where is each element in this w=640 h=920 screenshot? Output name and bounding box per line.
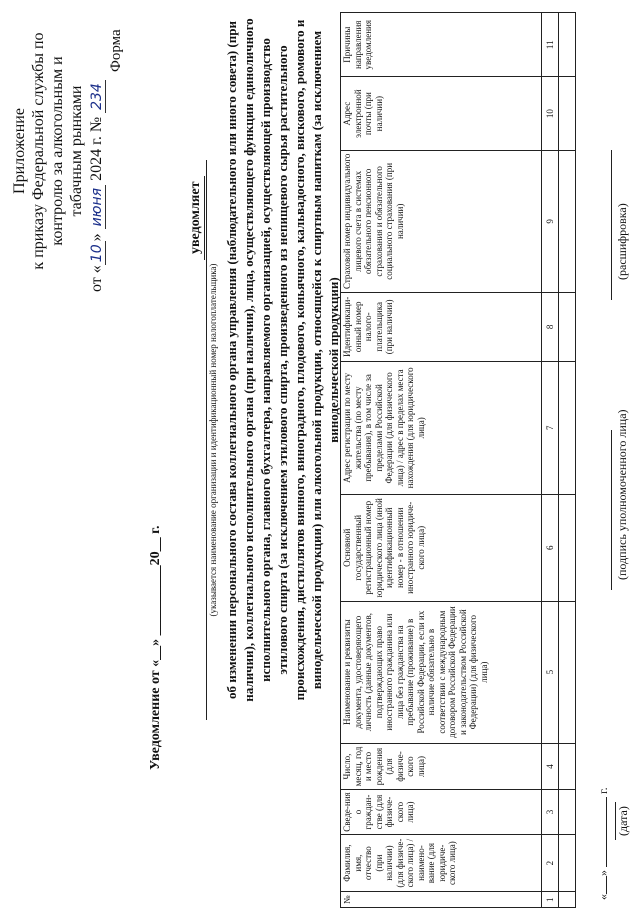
form-label: Форма <box>108 29 124 72</box>
table-cell[interactable] <box>559 13 576 77</box>
table-cell[interactable] <box>559 834 576 892</box>
order-mid: » <box>88 233 105 242</box>
date-close-quote: » <box>596 870 610 876</box>
column-number: 6 <box>542 494 559 601</box>
column-number: 2 <box>542 834 559 892</box>
table-number-row <box>542 13 559 908</box>
table-cell[interactable] <box>559 494 576 601</box>
table-cell[interactable] <box>559 150 576 292</box>
decoding-line[interactable] <box>610 150 612 300</box>
col-header-email: Адрес электронной почты (при наличии) <box>341 77 542 150</box>
subject-line: наличии), коллегиального исполнительного органа (при наличии), лица, осуществляющего функции единоличного <box>241 18 256 702</box>
subject-line: об изменении персонального состава коллегиального органа управления (наблюдательного или иного совета) (при <box>224 21 239 699</box>
column-number: 9 <box>542 150 559 292</box>
appendix-title: Приложение <box>11 108 28 194</box>
date-month-blank[interactable] <box>606 797 607 867</box>
order-number-prefix: г. № <box>88 116 105 145</box>
col-header-inn: Идентификаци-онный номер налого-плательщика (при наличии) <box>341 292 542 361</box>
subject-line: происхождения, дистиллятов винного, виноградного, плодового, коньячного, кальвадосного, вискового, ромового и <box>292 19 307 701</box>
date-caption: (дата) <box>615 802 631 840</box>
decoding-caption: (расшифровка) <box>615 203 629 280</box>
column-number: 8 <box>542 292 559 361</box>
appendix-line: контролю за алкогольным и <box>49 56 66 246</box>
column-number: 10 <box>542 77 559 150</box>
table-cell[interactable] <box>559 601 576 743</box>
table-cell[interactable] <box>559 743 576 790</box>
order-prefix: от « <box>88 265 105 292</box>
col-header-name: Фамилия, имя, отчество (при наличии) (для физиче-ского лица) / наимено-вание (для юридиче-ского лица) <box>341 834 542 892</box>
organization-caption: (указывается наименование организации и идентификационный номер налогоплательщика) <box>206 160 218 720</box>
column-number: 1 <box>542 892 559 908</box>
col-header-snils: Страховой номер индивидуального лицевого счета в системах обязательного пенсионного страхования и обязательного социального страхования (при наличии) <box>341 150 542 292</box>
order-reference <box>88 8 106 292</box>
signature-line[interactable] <box>610 430 612 590</box>
order-day: 10 <box>89 241 106 265</box>
table-cell[interactable] <box>559 790 576 834</box>
table-cell[interactable] <box>559 892 576 908</box>
column-number: 11 <box>542 13 559 77</box>
table-cell[interactable] <box>559 361 576 494</box>
notice-heading: Уведомление от «__» __________20__ г. <box>148 525 163 770</box>
col-header-citizenship: Сведе-ния о граждан-стве (для физиче-ского лица) <box>341 790 542 834</box>
table-cell[interactable] <box>559 77 576 150</box>
subject-line: винодельческой продукции) <box>326 277 341 443</box>
date-day-blank[interactable] <box>606 876 607 894</box>
col-header-identity-document: Наименование и реквизиты документа, удостоверяющего личность (данные документов, подтверждающих право иностранного гражданина или лица без гражданства на пребывание (проживание) в Российской Федерации, если их наличие обязательно в соответствии с международным договором Российской Федерации и законодательством Российской Федерации) (для физического лица) <box>341 601 542 743</box>
col-header-ogrn: Основной государственный регистрационный номер юридического лица (иной идентификационный номер - в отношении иностранного юридиче-ского лица) <box>341 494 542 601</box>
col-header-birth: Число, месяц, год и место рождения (для физиче-ского лица) <box>341 743 542 790</box>
subject-line: винодельческой продукции) или алкогольной продукции, относящейся к спиртным напиткам (за исключением <box>309 30 324 690</box>
date-suffix: г. <box>596 787 610 794</box>
order-number: 234 <box>89 80 106 113</box>
subject-line: исполнительного органа, главного бухгалтера, направляемого организацией, осуществляющей производство <box>258 38 273 682</box>
notice-table <box>340 12 576 908</box>
order-year: 2024 <box>88 148 105 181</box>
col-header-number: № <box>341 892 542 908</box>
table-cell[interactable] <box>559 292 576 361</box>
column-number: 5 <box>542 601 559 743</box>
notifies-word: уведомляет <box>188 176 205 260</box>
date-field <box>596 787 611 900</box>
appendix-block <box>10 6 86 296</box>
subject-line: этилового спирта (за исключением этилового спирта, произведенного из непищевого сырья растительного <box>275 45 290 675</box>
table-row <box>559 13 576 908</box>
date-open-quote: « <box>596 894 610 900</box>
column-number: 3 <box>542 790 559 834</box>
appendix-line: к приказу Федеральной службы по <box>30 32 47 270</box>
order-month: июня <box>89 185 106 229</box>
table-header-row <box>341 13 542 908</box>
signature-caption: (подпись уполномоченного лица) <box>615 409 629 580</box>
column-number: 4 <box>542 743 559 790</box>
col-header-reasons: Причины направления уведомления <box>341 13 542 77</box>
appendix-line: табачным рынками <box>68 85 85 217</box>
column-number: 7 <box>542 361 559 494</box>
col-header-address: Адрес регистрации по месту жительства (по месту пребывания), в том числе за пределами Российской Федерации (для физического лица) / адрес в пределах места нахождения (для юридического лица) <box>341 361 542 494</box>
notice-subject <box>223 10 342 710</box>
